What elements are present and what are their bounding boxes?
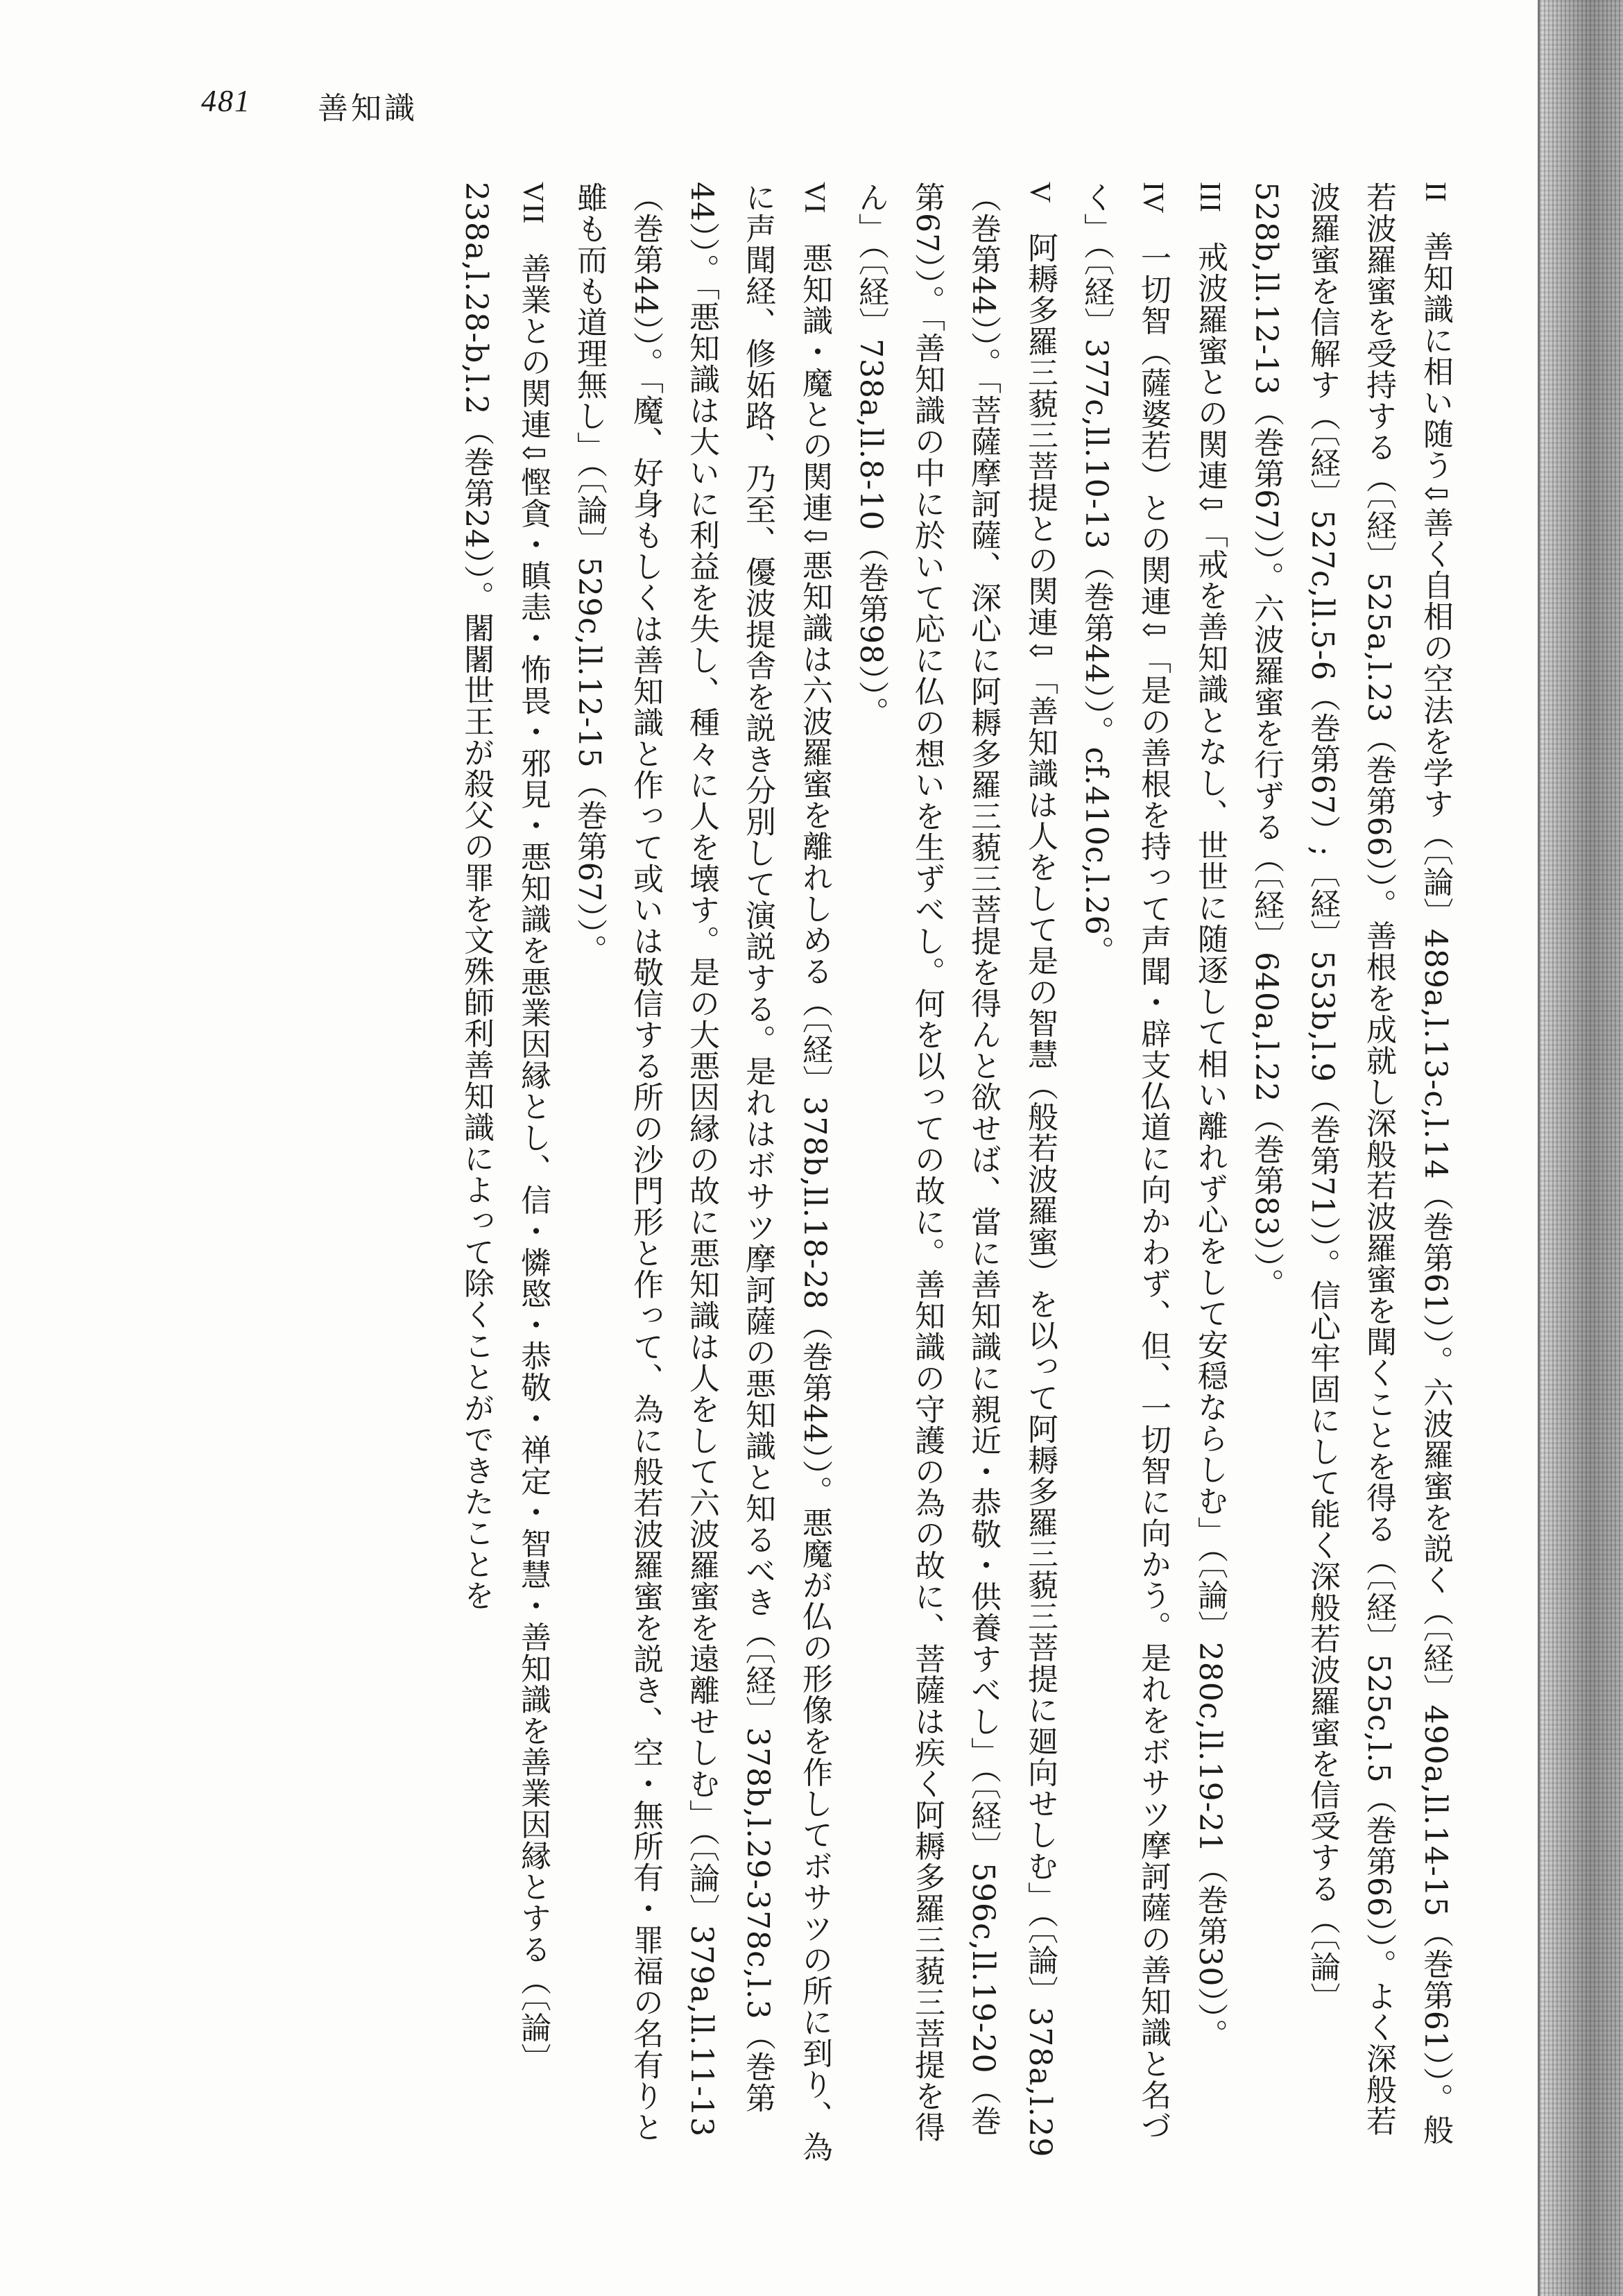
entry-iii [1181, 182, 1238, 2166]
entry-text: 善業との関連⇩慳貪・瞋恚・怖畏・邪見・悪知識を悪業因縁とし、信・憐愍・恭敬・禅定・智慧・善知識を善業因縁とする（〔論〕238a,l.28-b,l.2（巻第24））。闍闍世王が殺父の罪を文殊師利善知識によって除くことができたことを [458, 182, 551, 2075]
entry-text: 一切智（薩婆若）との関連⇩「是の善根を持って声聞・辟支仏道に向かわず、但、一切智に向かう。是れをボサツ摩訶薩の善知識と名づく」（〔経〕377c,ll.10-13（巻第44））。cf.410c,l.26。 [1079, 182, 1171, 2142]
entry-text: 戒波羅蜜との関連⇩「戒を善知識となし、世世に随逐して相い離れず心をして安穏ならしむ」（〔論〕280c,ll.19-21（巻第30））。 [1192, 241, 1228, 2050]
entry-text: 善知識に相い随う⇩善く自相の空法を学す（〔論〕489a,l.13-c,l.14（巻第61））。六波羅蜜を説く（〔経〕490a,ll.14-15（巻第61））。般若波羅蜜を受持する（〔経〕525a,l.23（巻第66））。善根を成就し深般若波羅蜜を聞くことを得る（〔経〕525c,l.5（巻第66））。よく深般若波羅蜜を信解す（〔経〕527c,ll.5-6（巻第67）;〔経〕553b,l.9（巻第71））。信心牢固にして能く深般若波羅蜜を信受する（〔論〕528b,ll.12-13（巻第67））。六波羅蜜を行ずる（〔経〕640a,l.22（巻第83））。 [1248, 182, 1453, 2145]
running-title: 善知識 [318, 91, 418, 126]
entry-marker: VI [798, 182, 830, 214]
entry-text: 阿耨多羅三藐三菩提との関連⇩「善知識は人をして是の智慧（般若波羅蜜）を以って阿耨多羅三藐三菩提に廻向せしむ」（〔論〕378a,l.29（巻第44））。「菩薩摩訶薩、深心に阿耨多羅三藐三菩提を得んと欲せば、當に善知識に親近・恭敬・供養すべし」（〔経〕596c,ll.19-20（巻第67））。「善知識の中に於いて応に仏の想いを生ずべし。何を以っての故に。善知識の守護の為の故に、菩薩は疾く阿耨多羅三藐三菩提を得ん」（〔経〕738a,ll.8-10（巻第98））。 [853, 182, 1058, 2158]
entry-ii [1238, 182, 1463, 2166]
entry-text: 悪知識・魔との関連⇩悪知識は六波羅蜜を離れしめる（〔経〕378b,ll.18-28（巻第44））。悪魔が仏の形像を作してボサツの所に到り、為に声聞経、修妬路、乃至、優波提舎を説き分別して演説する。是れはボサツ摩訶薩の悪知識と知るべき（〔経〕378b,l.29-378c,l.3（巻第44））。「悪知識は大いに利益を失し、種々に人を壊す。是の大悪因縁の故に悪知識は人をして六波羅蜜を遠離せしむ」（〔論〕379a,ll.11-13（巻第44））。「魔、好身もしくは善知識と作って或いは敬信する所の沙門形と作って、為に般若波羅蜜を説き、空・無所有・罪福の名有りと雖も而も道理無し」（〔論〕529c,ll.12-15（巻第67））。 [572, 182, 832, 2163]
entry-vii [448, 182, 561, 2166]
entry-vi [561, 182, 843, 2166]
body-text-vertical [160, 182, 1463, 2166]
entry-marker: III [1194, 182, 1226, 213]
entry-v [843, 182, 1068, 2166]
entry-iv [1068, 182, 1181, 2166]
entry-marker: V [1024, 182, 1056, 204]
entry-marker: VII [517, 182, 549, 225]
page-edge-scan-shadow [1540, 0, 1623, 2296]
entry-marker: II [1419, 182, 1451, 203]
page-number: 481 [201, 84, 251, 118]
entry-marker: IV [1137, 182, 1169, 214]
